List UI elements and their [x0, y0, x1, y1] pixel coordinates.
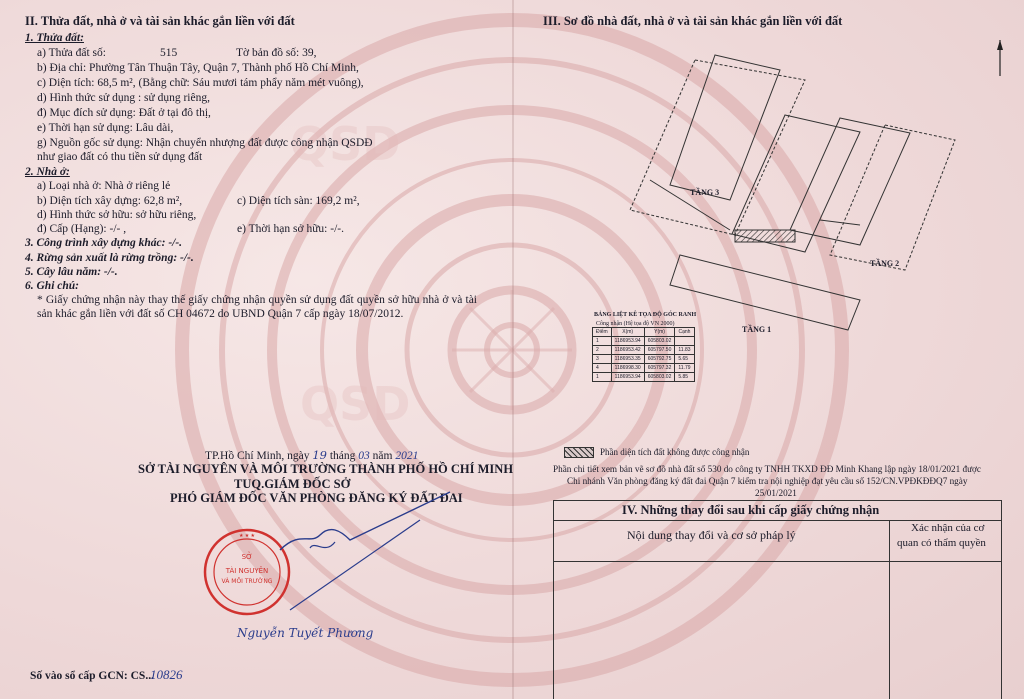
notes-text: * Giấy chứng nhận này thay thế giấy chứng nhận quyền sử dụng đất quyền sở hữu nhà ở và tài sản khác gắn liền với đất số CH 04672 do UBND Quận 7 cấp ngày 18/07/2012. — [37, 294, 477, 320]
drawing-note-1: Phần chi tiết xem bản vẽ sơ đồ nhà đất số 530 do công ty TNHH TKXD ĐĐ Minh Khang lập ngày 18/01/2021 được — [553, 464, 981, 474]
issue-date — [205, 449, 418, 463]
coord-cell: 605792.75 — [644, 355, 675, 364]
legend-hatch-swatch — [564, 447, 594, 458]
coord-cell: 1186953.35 — [611, 355, 644, 364]
date-year-label: năm — [372, 450, 393, 462]
coord-cell: 11.83 — [675, 346, 694, 355]
table-row — [593, 373, 695, 382]
coord-header: X(m) — [611, 328, 644, 337]
table-row — [593, 355, 695, 364]
house-heading: 2. Nhà ở: — [25, 166, 70, 178]
date-day: 19 — [312, 448, 327, 462]
coord-table-title: BẢNG LIỆT KÊ TỌA ĐỘ GÓC RANH — [594, 312, 697, 318]
coord-cell: 1186953.94 — [611, 373, 644, 382]
coordinate-table — [592, 327, 695, 382]
land-heading: 1. Thửa đất: — [25, 32, 84, 44]
land-usage-form: d) Hình thức sử dụng : sử dụng riêng, — [37, 92, 210, 104]
coord-cell: 605797.50 — [644, 346, 675, 355]
coord-cell: 1186953.94 — [611, 337, 644, 346]
section-2-title: II. Thửa đất, nhà ở và tài sản khác gắn liền với đất — [25, 14, 295, 28]
cert-register-label: Số vào sổ cấp GCN: CS... — [30, 670, 154, 682]
deputy-director: PHÓ GIÁM ĐỐC VĂN PHÒNG ĐĂNG KÝ ĐẤT ĐAI — [170, 491, 463, 505]
coord-cell: 605797.32 — [644, 364, 675, 373]
stamp-mid1: TÀI NGUYÊN — [225, 567, 269, 575]
house-ownership: d) Hình thức sở hữu: sở hữu riêng, — [37, 209, 197, 221]
drawing-note-2: Chi nhánh Văn phòng đăng ký đất đai Quận 7 kiểm tra nội nghiệp đạt yêu cầu số 152/CN.VPĐKĐĐQ7 ngày — [567, 476, 968, 486]
coord-header: Y(m) — [644, 328, 675, 337]
signer-name: Nguyễn Tuyết Phương — [237, 626, 374, 640]
house-grade: đ) Cấp (Hạng): -/- , — [37, 223, 127, 235]
land-area: c) Diện tích: 68,5 m², (Bằng chữ: Sáu mươi tám phẩy năm mét vuông), — [37, 77, 364, 89]
changes-table — [553, 500, 1002, 699]
coord-cell: 11.79 — [675, 364, 694, 373]
coord-cell: 3 — [593, 355, 612, 364]
land-parcel-label: a) Thửa đất số: — [37, 47, 106, 59]
issuing-agency: SỞ TÀI NGUYÊN VÀ MÔI TRƯỜNG THÀNH PHỐ HỒ CHÍ MINH — [138, 462, 514, 476]
table-row — [593, 337, 695, 346]
date-prefix: TP.Hồ Chí Minh, ngày — [205, 450, 310, 462]
center-fold — [512, 0, 514, 699]
coord-cell: 5.85 — [675, 373, 694, 382]
legend-text: Phần diện tích đất không được công nhận — [600, 447, 750, 457]
date-month-label: tháng — [329, 450, 356, 462]
table-row — [593, 346, 695, 355]
coord-cell: 1 — [593, 337, 612, 346]
coord-cell — [675, 337, 694, 346]
svg-text:QSD: QSD — [290, 117, 401, 171]
coord-cell: 1186953.42 — [611, 346, 644, 355]
land-parcel-number: 515 — [160, 47, 178, 59]
house-term: e) Thời hạn sở hữu: -/-. — [237, 223, 344, 235]
section-3-title: III. Sơ đồ nhà đất, nhà ở và tài sản khác gắn liền với đất — [543, 14, 843, 28]
map-sheet: Tờ bản đồ số: 39, — [236, 47, 317, 59]
stamp-mid2: VÀ MÔI TRƯỜNG — [221, 578, 273, 585]
floor-label-1: TẦNG 1 — [742, 325, 772, 334]
coord-cell: 2 — [593, 346, 612, 355]
date-month: 03 — [358, 450, 370, 462]
date-year: 2021 — [395, 450, 419, 462]
svg-text:QSD: QSD — [300, 377, 411, 431]
coord-cell: 605803.02 — [644, 337, 675, 346]
coord-header: Cạnh — [675, 328, 694, 337]
land-origin-cont: như giao đất có thu tiền sử dụng đất — [37, 151, 203, 163]
column-confirmation-1: Xác nhận của cơ — [911, 522, 985, 534]
coord-header-row — [593, 328, 695, 337]
coord-table-subtitle: Công nhận (Hệ tọa độ VN 2000) — [596, 321, 675, 327]
signature — [250, 490, 470, 620]
coord-cell: 605803.02 — [644, 373, 675, 382]
floor-label-2: TẦNG 2 — [870, 259, 900, 268]
column-confirmation-2: quan có thẩm quyền — [897, 537, 986, 549]
changes-table-header — [554, 501, 1001, 521]
table-row — [593, 364, 695, 373]
house-build-area: b) Diện tích xây dựng: 62,8 m², — [37, 195, 183, 207]
coord-cell: 1 — [593, 373, 612, 382]
floor-plan-diagram — [620, 40, 1000, 350]
coord-header: Điểm — [593, 328, 612, 337]
stamp-top: SỞ — [241, 553, 253, 561]
column-divider — [889, 521, 890, 699]
house-type: a) Loại nhà ở: Nhà ở riêng lẻ — [37, 180, 171, 192]
column-change-content: Nội dung thay đổi và cơ sở pháp lý — [627, 528, 796, 542]
perennial-trees: 5. Cây lâu năm: -/-. — [25, 266, 118, 278]
coord-cell: 1186998.30 — [611, 364, 644, 373]
drawing-note-3: 25/01/2021 — [755, 488, 797, 498]
notes-heading: 6. Ghi chú: — [25, 280, 79, 292]
coord-cell: 5.65 — [675, 355, 694, 364]
other-structures: 3. Công trình xây dựng khác: -/-. — [25, 237, 183, 249]
planted-forest: 4. Rừng sản xuất là rừng trồng: -/-. — [25, 252, 194, 264]
land-origin: g) Nguồn gốc sử dụng: Nhận chuyển nhượng đất được công nhận QSDĐ — [37, 137, 373, 149]
cert-register-number: 10826 — [150, 667, 183, 682]
land-address: b) Địa chỉ: Phường Tân Thuận Tây, Quận 7, Thành phố Hồ Chí Minh, — [37, 62, 359, 74]
svg-text:★ ★ ★: ★ ★ ★ — [239, 534, 255, 539]
land-usage-purpose: đ) Mục đích sử dụng: Đất ở tại đô thị, — [37, 107, 211, 119]
section-4-title: IV. Những thay đổi sau khi cấp giấy chứng nhận — [622, 503, 880, 517]
changes-table-columns — [554, 521, 1001, 562]
floor-label-3: TẦNG 3 — [690, 188, 720, 197]
tuq-director: TUQ.GIÁM ĐỐC SỞ — [234, 477, 351, 491]
land-usage-term: e) Thời hạn sử dụng: Lâu dài, — [37, 122, 174, 134]
coord-cell: 4 — [593, 364, 612, 373]
house-floor-area: c) Diện tích sàn: 169,2 m², — [237, 195, 360, 207]
